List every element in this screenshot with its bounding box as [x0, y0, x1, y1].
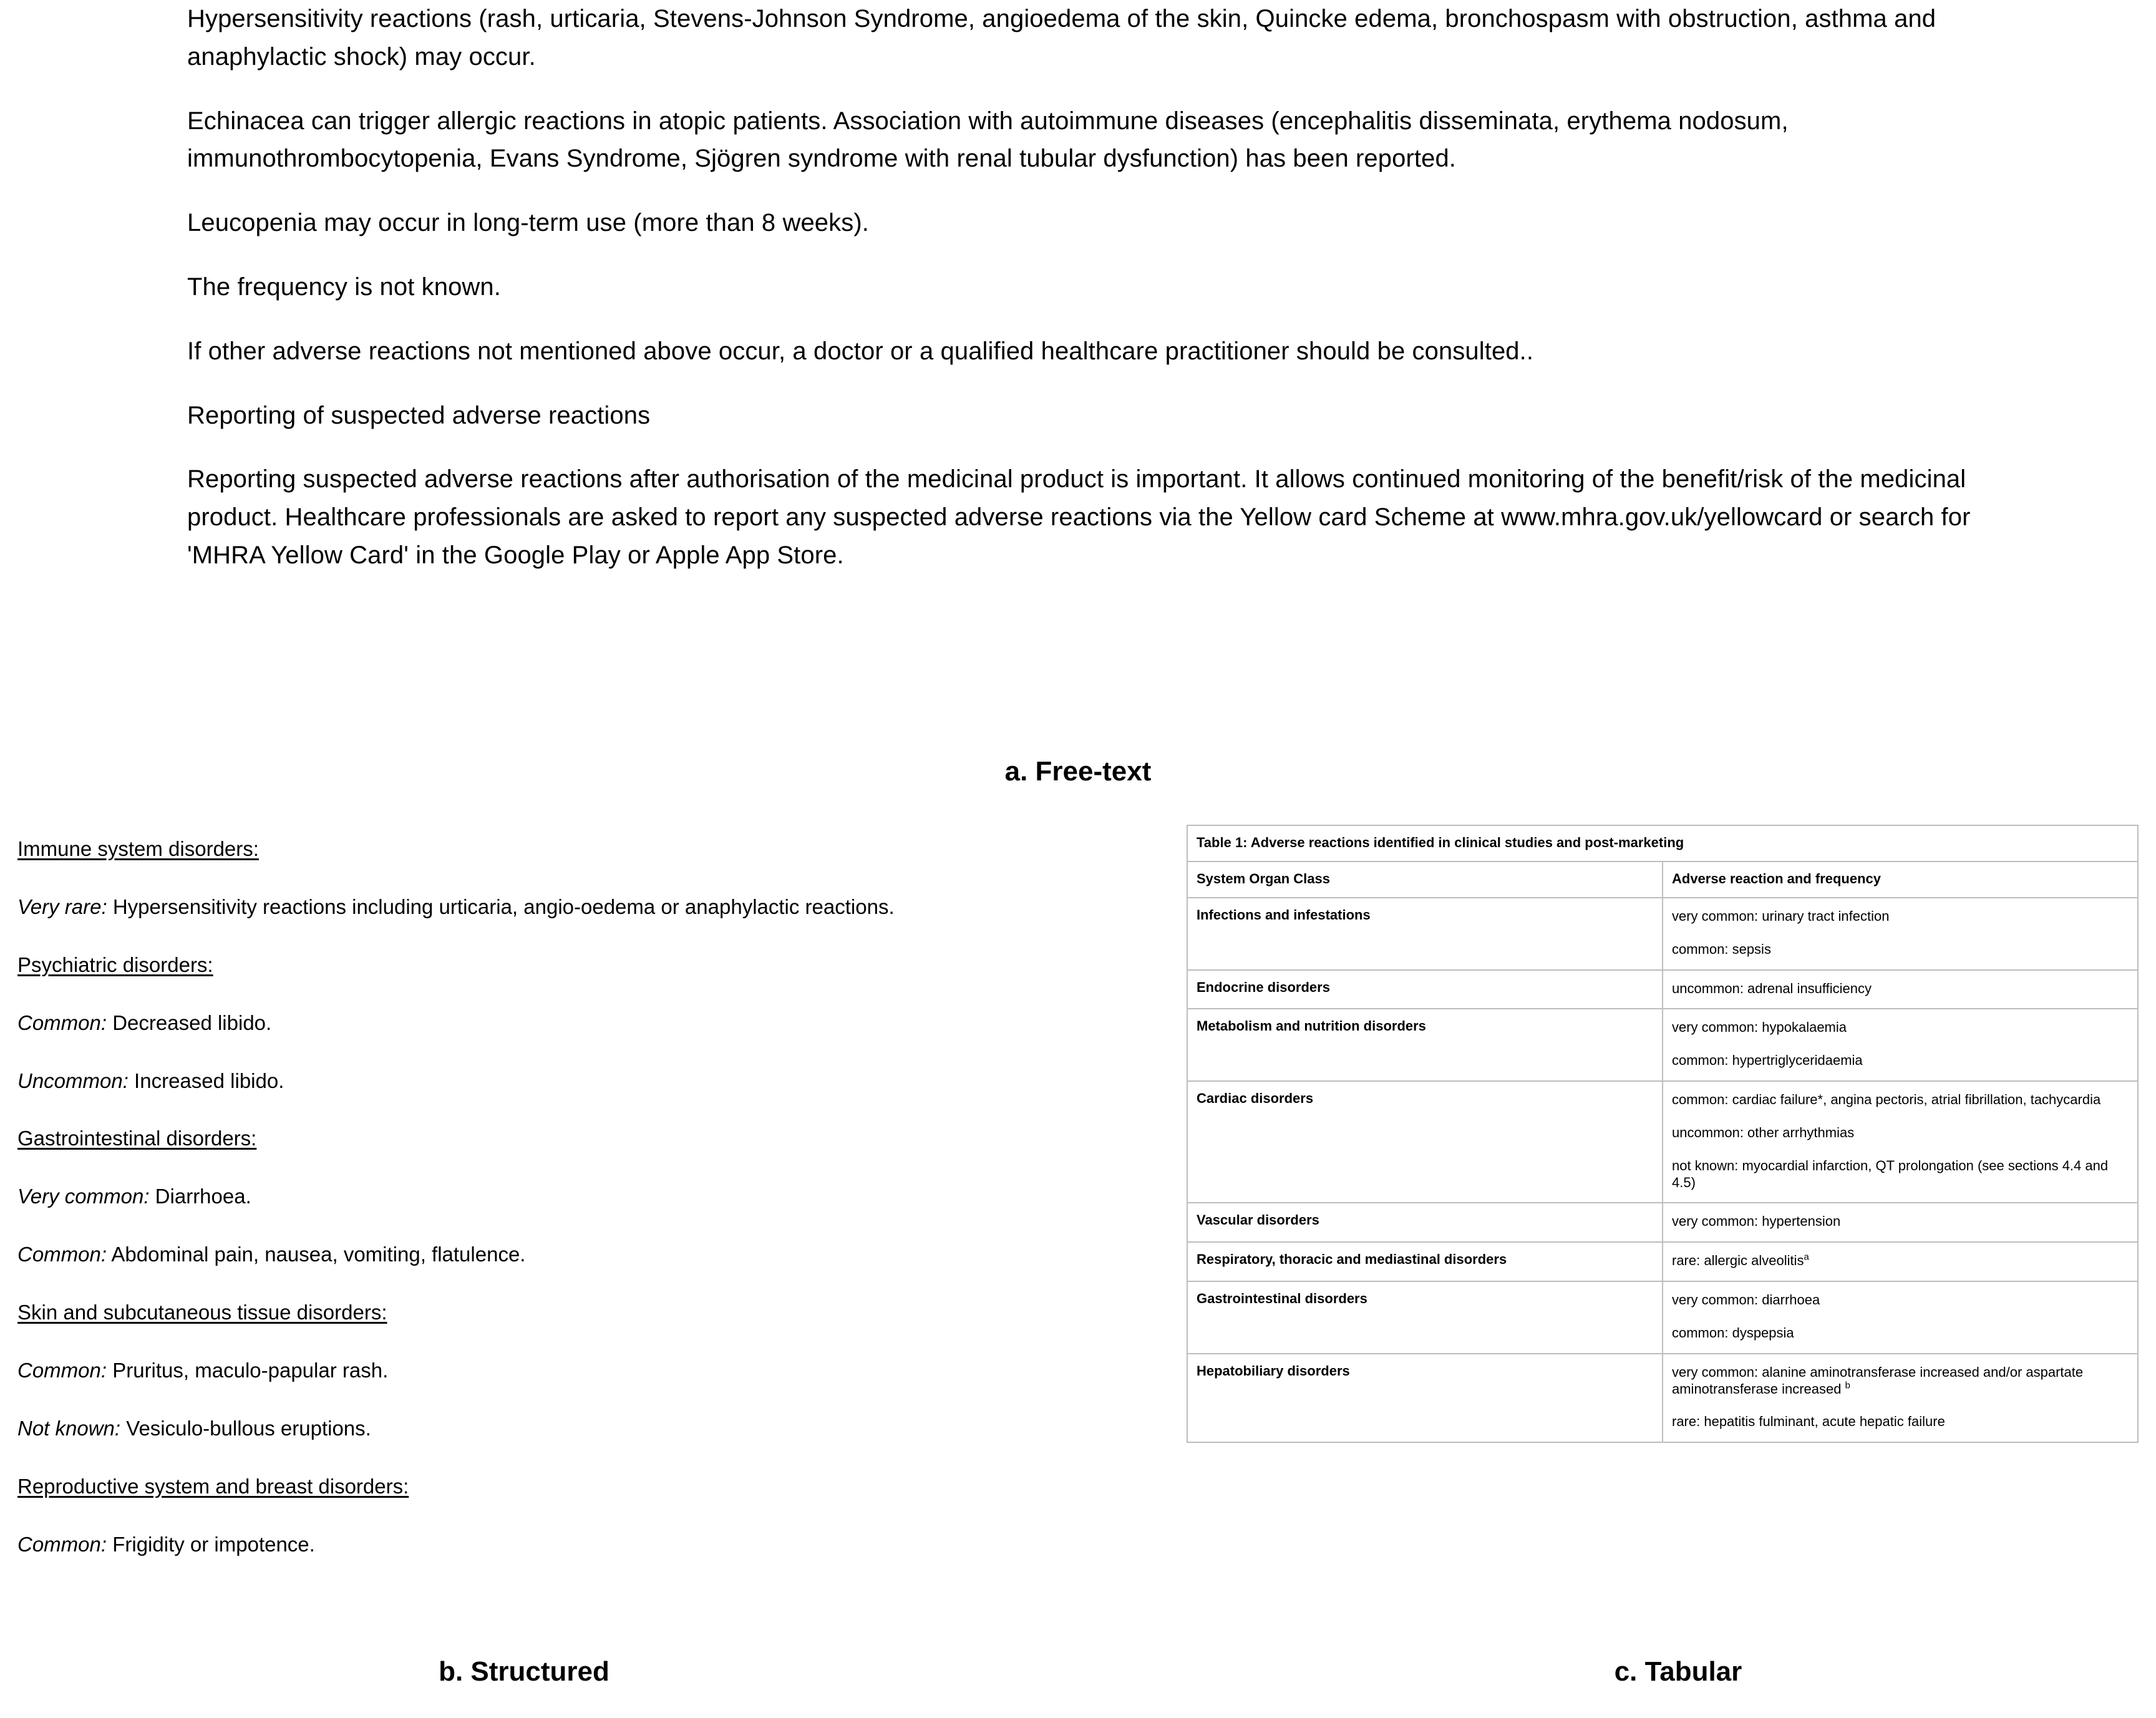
- cell-adverse-reactions: [1663, 898, 2138, 970]
- reaction-line: common: cardiac failure*, angina pectoris, atrial fibrillation, tachycardia: [1672, 1092, 2101, 1108]
- structured-entry: [17, 1357, 1140, 1384]
- free-text-paragraph: Hypersensitivity reactions (rash, urticaria, Stevens-Johnson Syndrome, angioedema of the skin, Quincke edema, bronchospasm with obstruction, asthma and anaphylactic shock) may occur.: [187, 5, 1936, 70]
- reaction-line: very common: hypertension: [1672, 1213, 1841, 1230]
- caption-tabular: c. Tabular: [1614, 1656, 1742, 1687]
- structured-heading: [17, 1473, 1140, 1500]
- table-row: [1187, 898, 2138, 970]
- frequency-label: Common:: [17, 1243, 107, 1266]
- structured-heading: [17, 1125, 1140, 1152]
- table-row: [1187, 1354, 2138, 1442]
- cell-adverse-reactions: [1663, 1203, 2138, 1242]
- table-title: Table 1: Adverse reactions identified in clinical studies and post-marketing: [1187, 825, 2138, 861]
- structured-heading-label: Gastrointestinal disorders:: [17, 1127, 257, 1150]
- free-text-paragraph: Echinacea can trigger allergic reactions in atopic patients. Association with autoimmune diseases (encephalitis disseminata, erythema nodosum, immunothrombocytopenia, Evans Syndrome, Sjögren syndrome with renal tubular dysfunction) has been reported.: [187, 107, 1789, 173]
- reaction-line: very common: diarrhoea: [1672, 1292, 1820, 1308]
- frequency-label: Very rare:: [17, 895, 107, 918]
- cell-system-organ-class: Cardiac disorders: [1187, 1081, 1663, 1203]
- reaction-line: uncommon: adrenal insufficiency: [1672, 980, 1872, 996]
- reaction-label: Hypersensitivity reactions including urticaria, angio-oedema or anaphylactic reactions.: [107, 895, 895, 918]
- structured-entry: [17, 1531, 1140, 1558]
- structured-heading-label: Skin and subcutaneous tissue disorders:: [17, 1301, 387, 1324]
- table-row: [1187, 970, 2138, 1009]
- reaction-label: Frigidity or impotence.: [107, 1532, 315, 1556]
- structured-entry: [17, 1183, 1140, 1210]
- structured-entry: [17, 1241, 1140, 1268]
- frequency-label: Not known:: [17, 1416, 121, 1440]
- frequency-label: Uncommon:: [17, 1069, 129, 1092]
- free-text-paragraph: The frequency is not known.: [187, 273, 501, 301]
- free-text-paragraph: Leucopenia may occur in long-term use (more than 8 weeks).: [187, 209, 869, 237]
- cell-system-organ-class: Vascular disorders: [1187, 1203, 1663, 1242]
- reaction-line: uncommon: other arrhythmias: [1672, 1124, 1855, 1140]
- reaction-label: Diarrhoea.: [149, 1185, 251, 1208]
- reaction-line: very common: urinary tract infection: [1672, 908, 1890, 924]
- table-header-row: [1187, 861, 2138, 898]
- reaction-line: common: dyspepsia: [1672, 1324, 1794, 1341]
- reaction-label: Increased libido.: [128, 1069, 284, 1092]
- free-text-paragraph: If other adverse reactions not mentioned above occur, a doctor or a qualified healthcare practitioner should be consulted..: [187, 337, 1534, 365]
- cell-adverse-reactions: [1663, 1354, 2138, 1442]
- cell-system-organ-class: Infections and infestations: [1187, 898, 1663, 970]
- reaction-label: Decreased libido.: [107, 1011, 272, 1034]
- footnote-marker: a: [1804, 1251, 1809, 1263]
- adverse-reactions-table: [1187, 825, 2139, 1443]
- caption-free-text: a. Free-text: [1004, 756, 1152, 787]
- reaction-label: Vesiculo-bullous eruptions.: [120, 1416, 371, 1440]
- reaction-line: common: sepsis: [1672, 941, 1771, 957]
- footnote-marker: b: [1845, 1380, 1850, 1391]
- table-row: [1187, 1009, 2138, 1081]
- free-text-paragraph: Reporting suspected adverse reactions after authorisation of the medicinal product is important. It allows continued monitoring of the benefit/risk of the medicinal product. Healthcare professionals are asked to report any suspected adverse reactions via the Yellow card Scheme at www.mhra.gov.uk/yellowcard or search for 'MHRA Yellow Card' in the Google Play or Apple App Store.: [187, 465, 1971, 569]
- table-row: [1187, 1242, 2138, 1281]
- tabular-panel: [1187, 825, 2139, 1443]
- reaction-line: [1672, 1364, 2129, 1398]
- cell-system-organ-class: Metabolism and nutrition disorders: [1187, 1009, 1663, 1081]
- structured-entry: [17, 894, 1140, 921]
- frequency-label: Common:: [17, 1011, 107, 1034]
- structured-panel: [17, 836, 1140, 1589]
- cell-adverse-reactions: [1663, 1281, 2138, 1354]
- cell-system-organ-class: Gastrointestinal disorders: [1187, 1281, 1663, 1354]
- structured-heading-label: Psychiatric disorders:: [17, 953, 213, 976]
- cell-adverse-reactions: [1663, 1242, 2138, 1281]
- frequency-label: Very common:: [17, 1185, 150, 1208]
- free-text-panel: [187, 0, 1984, 575]
- reaction-line: common: hypertriglyceridaemia: [1672, 1052, 1863, 1069]
- table-row: [1187, 1081, 2138, 1203]
- structured-entry: [17, 1068, 1140, 1095]
- frequency-label: Common:: [17, 1359, 107, 1382]
- cell-system-organ-class: Endocrine disorders: [1187, 970, 1663, 1009]
- cell-adverse-reactions: [1663, 1081, 2138, 1203]
- cell-system-organ-class: Hepatobiliary disorders: [1187, 1354, 1663, 1442]
- reaction-line: very common: hypokalaemia: [1672, 1019, 1847, 1036]
- column-header-adverse-reaction-frequency: Adverse reaction and frequency: [1663, 861, 2138, 898]
- reaction-text: rare: allergic alveolitis: [1672, 1253, 1804, 1269]
- reaction-label: Pruritus, maculo-papular rash.: [107, 1359, 389, 1382]
- structured-heading: [17, 952, 1140, 979]
- free-text-subheading: Reporting of suspected adverse reactions: [187, 401, 651, 429]
- caption-structured: b. Structured: [439, 1656, 609, 1687]
- frequency-label: Common:: [17, 1532, 107, 1556]
- column-header-system-organ-class: System Organ Class: [1187, 861, 1663, 898]
- table-row: [1187, 1203, 2138, 1242]
- cell-system-organ-class: Respiratory, thoracic and mediastinal disorders: [1187, 1242, 1663, 1281]
- reaction-text: very common: alanine aminotransferase increased and/or aspartate aminotransferase increased: [1672, 1364, 2084, 1397]
- table-title-row: [1187, 825, 2138, 861]
- structured-heading: [17, 1299, 1140, 1326]
- reaction-label: Abdominal pain, nausea, vomiting, flatulence.: [107, 1243, 526, 1266]
- cell-adverse-reactions: [1663, 1009, 2138, 1081]
- structured-heading-label: Reproductive system and breast disorders:: [17, 1474, 409, 1498]
- reaction-line: rare: hepatitis fulminant, acute hepatic failure: [1672, 1414, 1945, 1430]
- structured-entry: [17, 1010, 1140, 1037]
- structured-entry: [17, 1415, 1140, 1442]
- reaction-line: not known: myocardial infarction, QT prolongation (see sections 4.4 and 4.5): [1672, 1157, 2109, 1190]
- structured-heading: [17, 836, 1140, 863]
- reaction-line: [1672, 1253, 2129, 1269]
- cell-adverse-reactions: [1663, 970, 2138, 1009]
- structured-heading-label: Immune system disorders:: [17, 837, 259, 860]
- table-row: [1187, 1281, 2138, 1354]
